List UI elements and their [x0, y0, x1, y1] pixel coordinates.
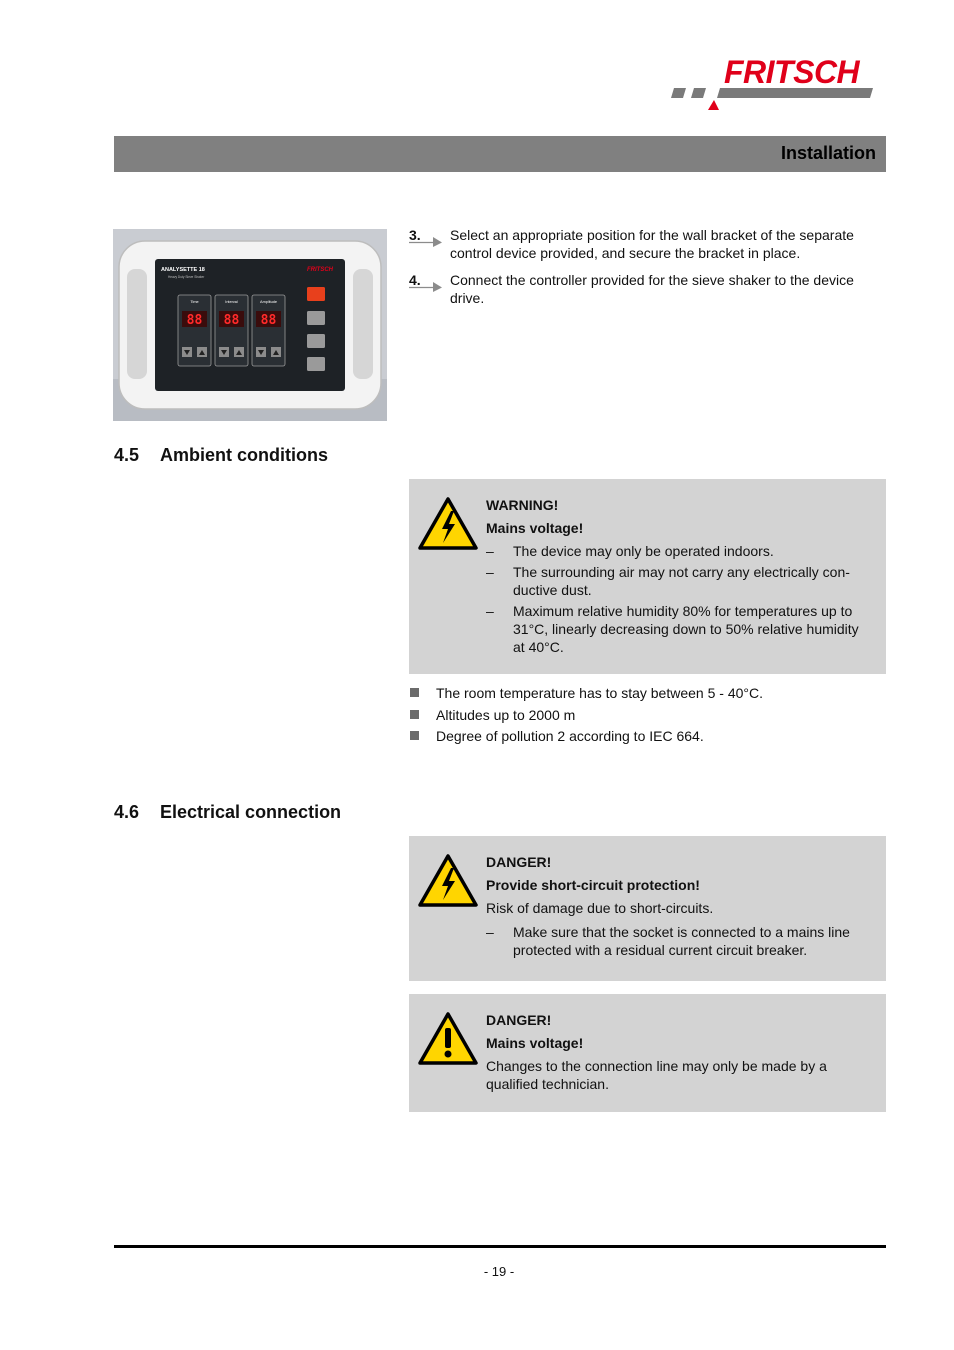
list-item: The room temperature has to stay between 5 - 40°C.	[409, 684, 886, 706]
exclamation-warning-icon	[418, 1012, 478, 1066]
controller-photo	[113, 229, 387, 421]
list-item: Degree of pollution 2 according to IEC 664.	[409, 727, 886, 749]
display-interval	[215, 295, 248, 366]
danger-subject: Provide short-circuit protection!	[486, 877, 700, 893]
arrow-right-icon	[409, 280, 443, 292]
display-value-time: 88	[186, 313, 203, 328]
warning-list	[486, 542, 872, 656]
list-item: – The surrounding air may not carry any electrically con-ductive dust.	[486, 564, 850, 598]
list-item: Altitudes up to 2000 m	[409, 706, 886, 728]
section-title: Installation	[780, 143, 876, 163]
display-time	[178, 295, 211, 366]
danger-list	[486, 923, 872, 959]
list-item: – Make sure that the socket is connected to a mains line protected with a residual current circuit breaker.	[486, 924, 850, 958]
square-bullet-icon	[410, 731, 419, 740]
step-text: Select an appropriate position for the wall bracket of the separate control device provided, and secure the bracket in place.	[450, 227, 854, 261]
stop-button-photo	[307, 287, 325, 301]
danger-keyword: DANGER!	[486, 1012, 552, 1028]
heading-number: 4.6	[114, 802, 140, 822]
arrow-right-icon	[409, 235, 443, 247]
heading-ambient-conditions	[114, 445, 328, 466]
electrical-hazard-icon	[418, 497, 478, 551]
heading-text: Electrical connection	[160, 802, 342, 822]
warning-keyword: WARNING!	[486, 497, 559, 513]
panel-title: ANALYSETTE 18	[161, 267, 205, 273]
fritsch-logo	[668, 50, 890, 112]
display-label-time: Time	[190, 300, 199, 304]
danger-box-short-circuit	[409, 836, 886, 981]
heading-text: Ambient conditions	[160, 445, 328, 465]
list-item: – Maximum relative humidity 80% for temperatures up to 31°C, linearly decreasing down to 50% relative humidity at 40°C.	[486, 603, 859, 655]
display-value-interval: 88	[223, 313, 240, 328]
warning-box	[409, 479, 886, 674]
display-label-amplitude: Amplitude	[260, 300, 277, 304]
step-number: 3.	[409, 227, 421, 243]
brand-name: FRITSCH	[724, 54, 860, 90]
page-number: - 19 -	[483, 1264, 515, 1279]
step-text: Connect the controller provided for the sieve shaker to the device drive.	[450, 272, 854, 306]
danger-text: Changes to the connection line may only be made by a qualified technician.	[486, 1058, 827, 1092]
footer-rule	[114, 1245, 886, 1248]
panel-brand: FRITSCH	[307, 267, 333, 273]
square-bullet-icon	[410, 688, 419, 697]
display-label-interval: Interval	[225, 300, 238, 304]
heading-number: 4.5	[114, 445, 140, 465]
danger-text: Risk of damage due to short-circuits.	[486, 900, 714, 916]
panel-subtitle: Heavy Duty Sieve Shaker	[168, 275, 205, 279]
list-item: – The device may only be operated indoors.	[486, 543, 774, 559]
danger-subject: Mains voltage!	[486, 1035, 584, 1051]
heading-electrical-connection	[114, 802, 341, 823]
danger-keyword: DANGER!	[486, 854, 552, 870]
electrical-hazard-icon	[418, 854, 478, 908]
danger-box-mains-voltage	[409, 994, 886, 1112]
ambient-bullet-list	[409, 684, 886, 749]
display-amplitude	[252, 295, 285, 366]
display-value-amplitude: 88	[260, 313, 277, 328]
section-header-bar	[114, 136, 886, 172]
square-bullet-icon	[410, 710, 419, 719]
warning-subject: Mains voltage!	[486, 520, 584, 536]
step-number: 4.	[409, 272, 421, 288]
